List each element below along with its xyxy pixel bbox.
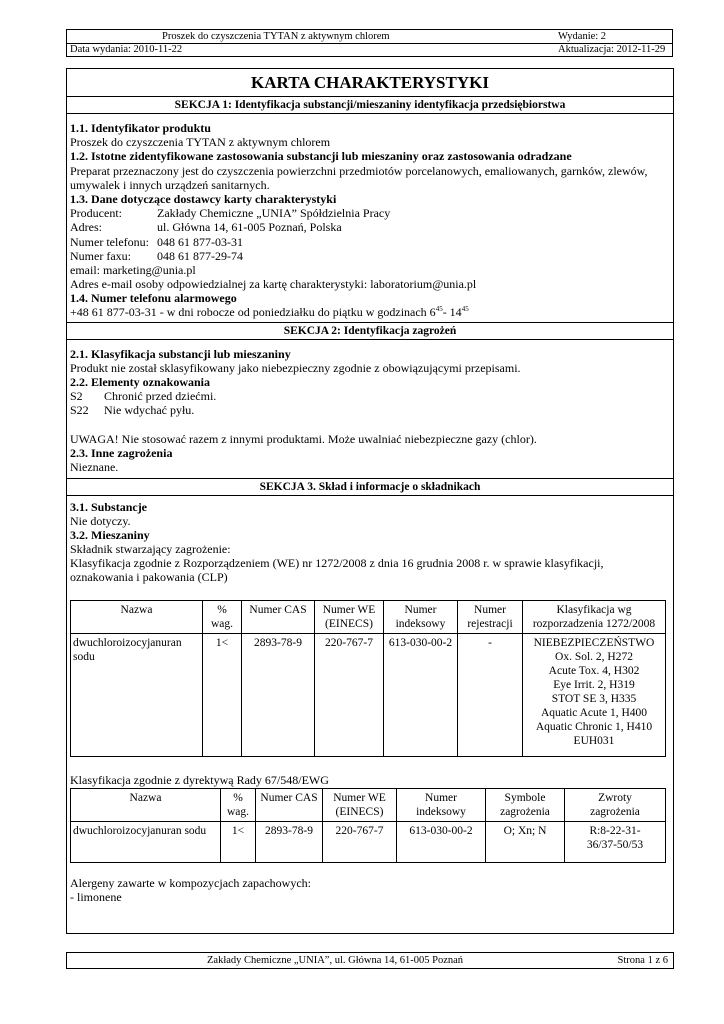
section-2-2-heading: 2.2. Elementy oznakowania [70,375,211,389]
emergency-to: - 14 [442,305,462,319]
table-cell: 220-767-7 [323,822,397,863]
document-body [66,68,674,934]
use-line-2: umywalek i innych urządzeń sanitarnych. [70,178,270,192]
table-cell [71,634,203,757]
header-text: Numer WE (EINECS) [333,792,386,818]
allergens-label: Alergeny zawarte w kompozycjach zapachowych: [70,876,312,890]
directive-table-header [71,789,666,822]
table-header-cell [315,601,384,634]
component-label: Składnik stwarzający zagrożenie: [70,542,231,556]
document-header [66,29,673,57]
table-cell: 1< [203,634,242,757]
allergens-item: - limonene [70,890,122,904]
cell-text: dwuchloroizocyjanuran sodu [73,637,182,663]
table-cell [523,634,666,757]
fax-value: 048 61 877-29-74 [157,249,243,263]
header-edition: Wydanie: 2 [558,31,607,42]
section-2-3-heading: 2.3. Inne zagrożenia [70,446,173,460]
section-1-heading: SEKCJA 1: Identyfikacja substancji/mieszaniny identyfikacja przedsiębiorstwa [67,96,673,114]
table-header-cell: Numer CAS [256,789,323,822]
s2-text: Chronić przed dziećmi. [104,389,217,403]
table-cell: 613-030-00-2 [384,634,458,757]
warning-text: UWAGA! Nie stosować razem z innymi produktami. Może uwalniać niebezpieczne gazy (chlor). [70,432,537,446]
footer-company: Zakłady Chemiczne „UNIA”, ul. Główna 14, 61-005 Poznań [207,955,464,966]
emergency-from-sup: 45 [435,305,443,313]
clp-table [70,600,666,757]
substances-text: Nie dotyczy. [70,514,131,528]
emergency-to-sup: 45 [461,305,469,313]
header-product: Proszek do czyszczenia TYTAN z aktywnym chlorem [162,31,390,42]
table-header-cell [486,789,565,822]
section-2-1-heading: 2.1. Klasyfikacja substancji lub mieszaniny [70,347,291,361]
table-cell: O; Xn; N [486,822,565,863]
clp-line-2: oznakowania i pakowania (CLP) [70,570,228,584]
table-cell: 613-030-00-2 [397,822,486,863]
section-1-4-heading: 1.4. Numer telefonu alarmowego [70,291,237,305]
header-text: Numer WE (EINECS) [322,604,376,630]
table-cell: 2893-78-9 [256,822,323,863]
table-cell: dwuchloroizocyjanuran sodu [71,822,221,863]
header-text: % wag. [226,792,250,818]
product-name: Proszek do czyszczenia TYTAN z aktywnym chlorem [70,135,331,149]
table-cell: 220-767-7 [315,634,384,757]
other-hazards: Nieznane. [70,460,119,474]
classification-text: Produkt nie został sklasyfikowany jako niebezpieczny zgodnie z obowiązującymi przepisami. [70,361,521,375]
table-header-cell: Nazwa [71,601,203,634]
table-cell [565,822,666,863]
emergency-text: +48 61 877-03-31 - w dni robocze od poniedziałku do piątku w godzinach 6 [70,305,436,319]
section-1-3-heading: 1.3. Dane dotyczące dostawcy karty charakterystyki [70,192,337,206]
table-header-cell [458,601,523,634]
s2-code: S2 [70,389,83,403]
page-footer [66,952,674,969]
header-text: Zwroty zagrożenia [590,792,640,818]
phone-label: Numer telefonu: [70,235,149,249]
cell-text: R:8-22-31- 36/37-50/53 [586,825,644,851]
header-text: Numer indeksowy [395,604,446,630]
directive-label: Klasyfikacja zgodnie z dyrektywą Rady 67/548/EWG [70,773,329,787]
emergency-phone [70,305,469,320]
section-3-heading: SEKCJA 3. Skład i informacje o składnikach [67,478,673,496]
section-3-1-heading: 3.1. Substancje [70,500,148,514]
fax-label: Numer faxu: [70,249,131,263]
header-text: % wag. [210,604,234,630]
cell-text: NIEBEZPIECZEŃSTWO Ox. Sol. 2, H272 Acute Tox. 4, H302 Eye Irrit. 2, H319 STOT SE 3, H335 Aquatic Acute 1, H400 Aquatic Chronic 1, H410 EUH031 [533,637,655,747]
phone-value: 048 61 877-03-31 [157,235,243,249]
table-header-cell [523,601,666,634]
header-text: Numer indeksowy [416,792,466,818]
table-header-cell [565,789,666,822]
section-2-heading: SEKCJA 2: Identyfikacja zagrożeń [67,322,673,340]
directive-table [70,788,666,863]
page-title: KARTA CHARAKTERYSTYKI [67,69,673,97]
header-text: Symbole zagrożenia [500,792,550,818]
section-1-2-heading: 1.2. Istotne zidentyfikowane zastosowania substancji lub mieszaniny oraz zastosowania odradzane [70,149,572,163]
table-row [71,634,666,757]
header-issue-date: Data wydania: 2010-11-22 [70,44,183,55]
table-header-cell: Numer CAS [242,601,315,634]
table-header-cell [203,601,242,634]
clp-line-1: Klasyfikacja zgodnie z Rozporządzeniem (WE) nr 1272/2008 z dnia 16 grudnia 2008 r. w sprawie klasyfikacji, [70,556,604,570]
use-line-1: Preparat przeznaczony jest do czyszczenia powierzchni przedmiotów porcelanowych, emaliowanych, garnków, zlewów, [70,164,648,178]
table-cell: 1< [221,822,256,863]
header-update-date: Aktualizacja: 2012-11-29 [558,44,666,55]
table-header-cell [221,789,256,822]
section-3-2-heading: 3.2. Mieszaniny [70,528,150,542]
table-row [71,822,666,863]
table-cell: 2893-78-9 [242,634,315,757]
responsible-email: Adres e-mail osoby odpowiedzialnej za kartę charakterystyki: laboratorium@unia.pl [70,277,477,291]
table-cell: - [458,634,523,757]
page-number: Strona 1 z 6 [617,955,668,966]
clp-table-header [71,601,666,634]
header-text: Numer rejestracji [467,604,513,630]
header-text: Klasyfikacja wg rozporzadzenia 1272/2008 [532,604,656,630]
table-header-cell [323,789,397,822]
producer-label: Producent: [70,206,122,220]
producer-value: Zakłady Chemiczne „UNIA” Spółdzielnia Pracy [157,206,391,220]
contact-email: email: marketing@unia.pl [70,263,196,277]
table-header-cell [397,789,486,822]
table-header-cell [384,601,458,634]
s22-code: S22 [70,403,89,417]
s22-text: Nie wdychać pyłu. [104,403,195,417]
address-label: Adres: [70,220,102,234]
address-value: ul. Główna 14, 61-005 Poznań, Polska [157,220,342,234]
table-header-cell: Nazwa [71,789,221,822]
section-1-1-heading: 1.1. Identyfikator produktu [70,121,211,135]
